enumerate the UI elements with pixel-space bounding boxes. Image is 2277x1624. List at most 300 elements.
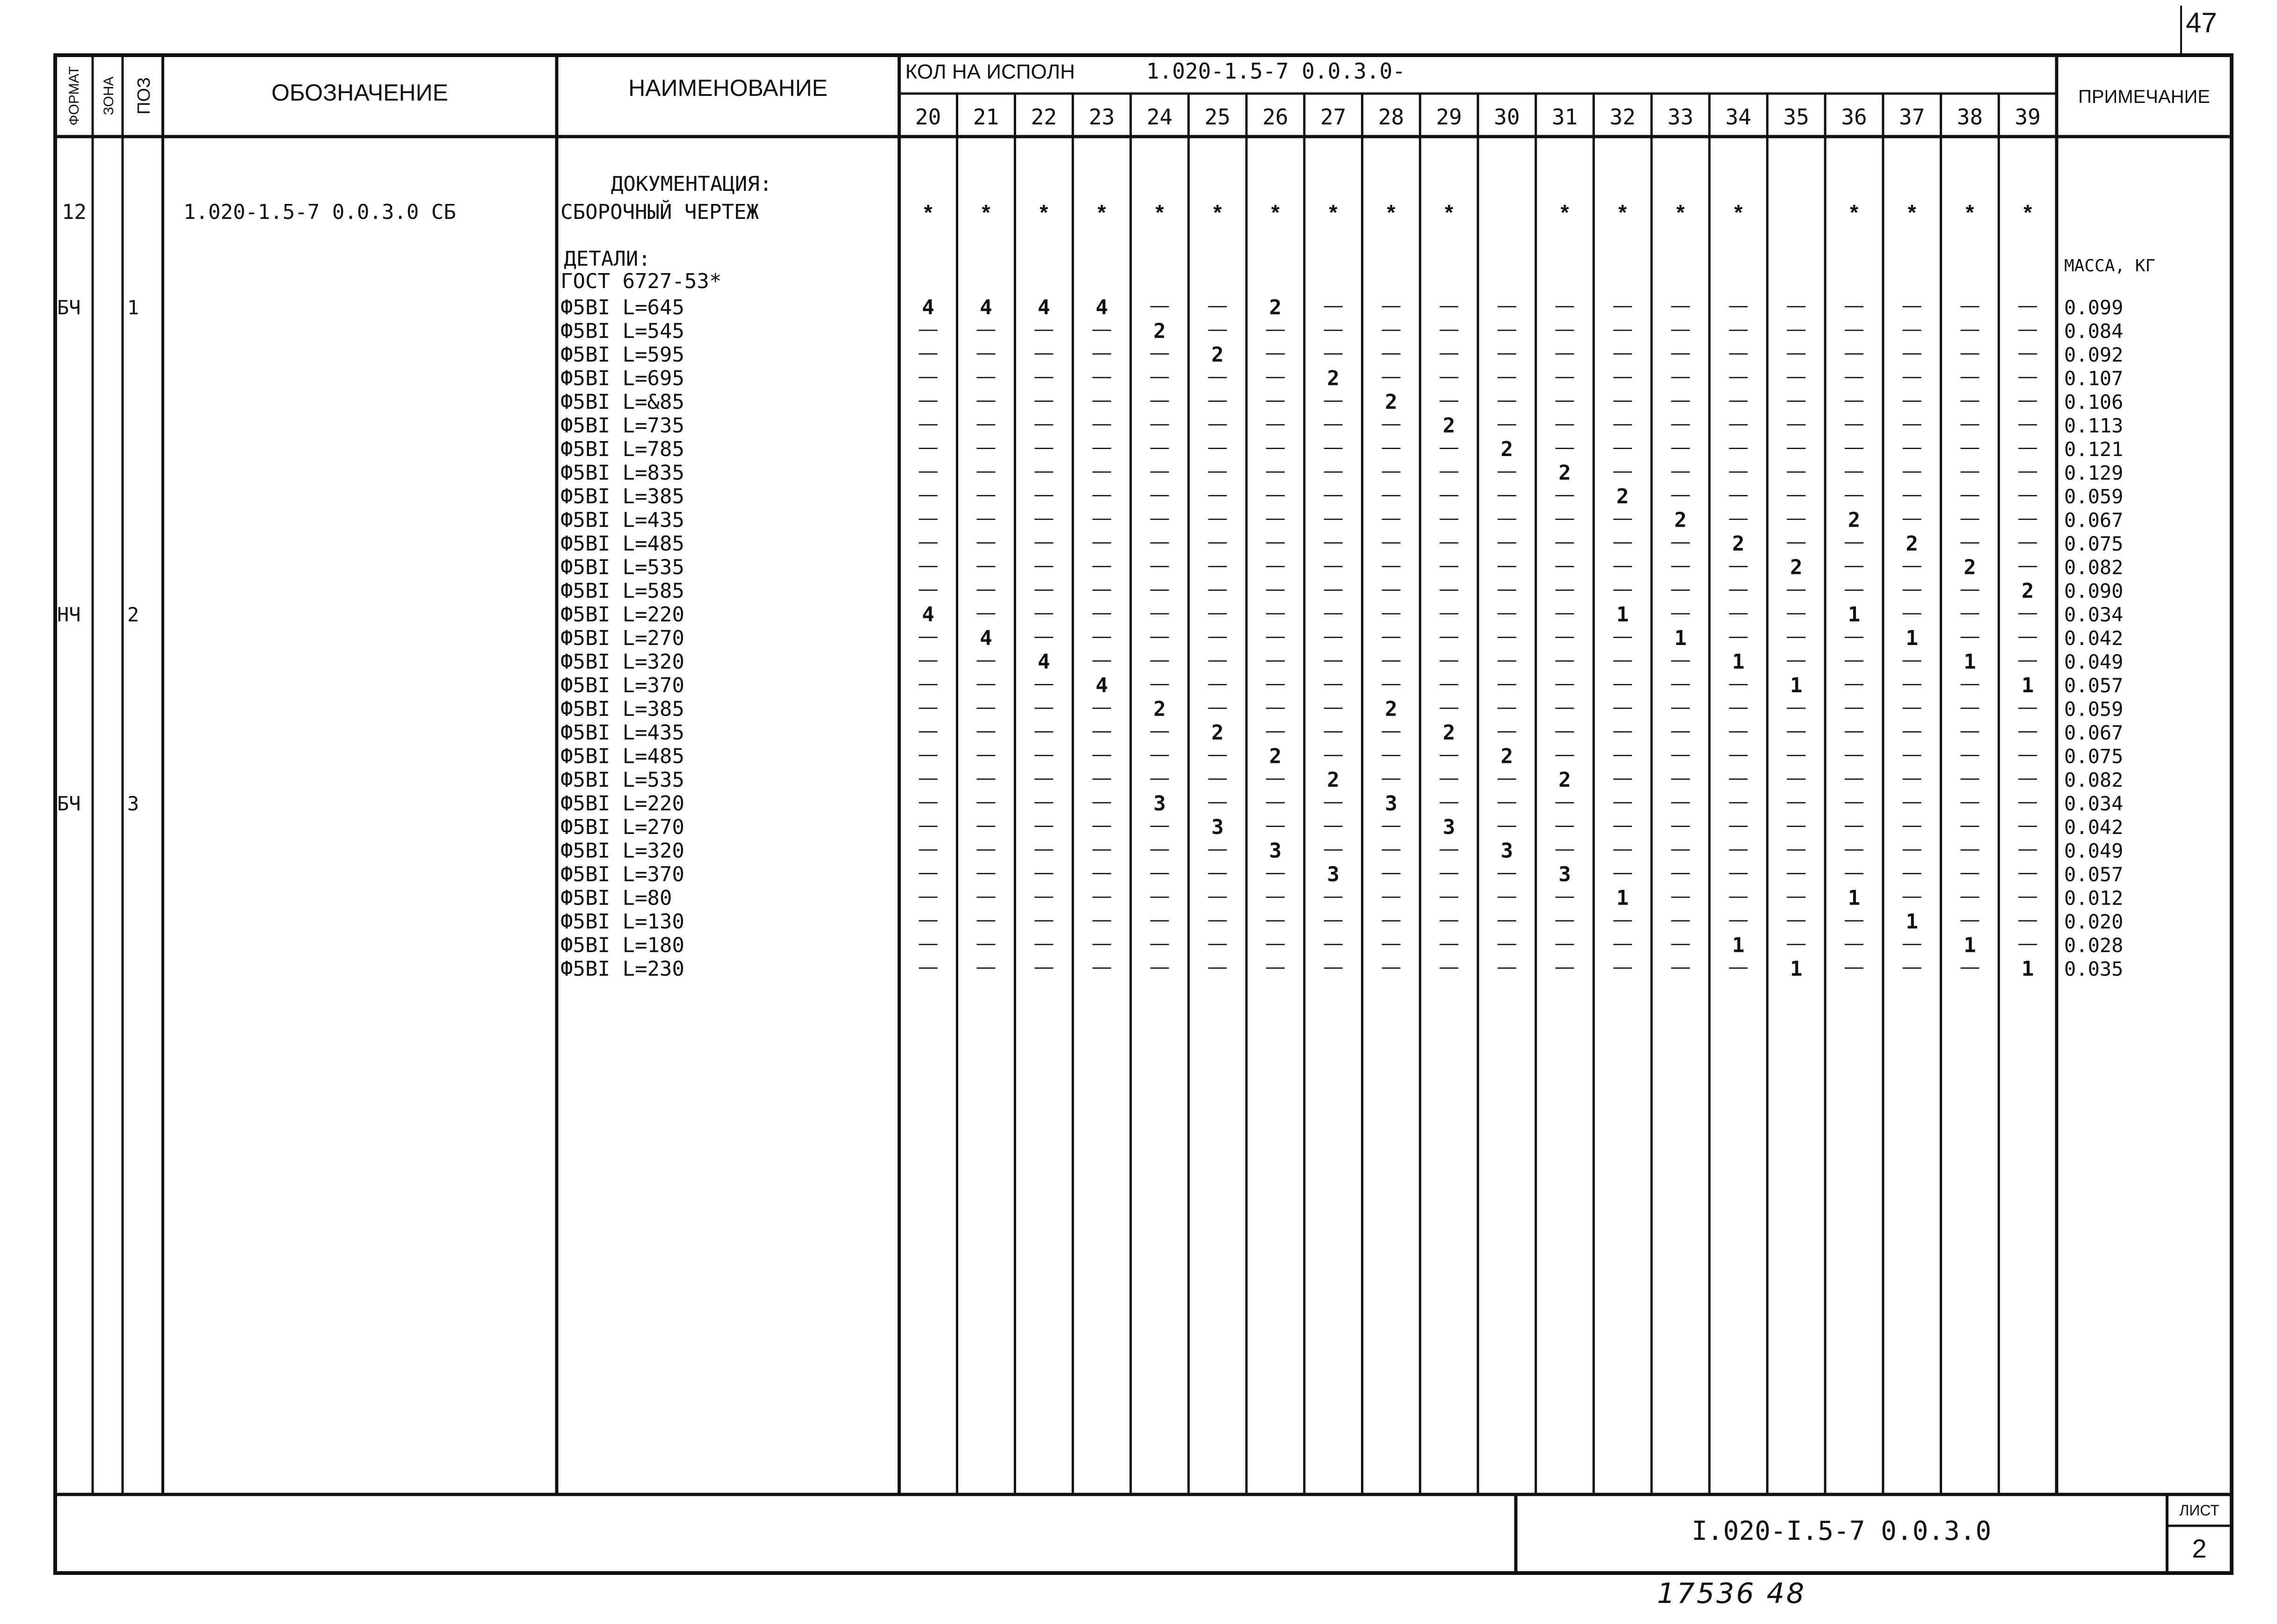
item-qty-dash: —	[1671, 295, 1690, 316]
header-format: ФОРМАТ	[66, 66, 82, 126]
item-format: БЧ	[57, 296, 81, 319]
item-qty-dash: —	[1845, 626, 1864, 646]
doc-mark: *	[924, 200, 932, 225]
item-qty-dash: —	[1671, 862, 1690, 883]
item-qty-dash: —	[1960, 460, 1979, 481]
doc-mark: *	[1097, 200, 1106, 225]
item-qty-dash: —	[1324, 673, 1343, 694]
item-qty-dash: —	[1382, 555, 1401, 576]
item-qty-dash: —	[1440, 531, 1459, 552]
item-qty-dash: —	[1555, 602, 1574, 623]
item-qty-dash: —	[1671, 531, 1690, 552]
item-qty: 4	[1038, 296, 1050, 319]
item-qty-dash: —	[1787, 531, 1806, 552]
item-qty: 2	[1442, 413, 1455, 438]
item-qty-dash: —	[1671, 673, 1690, 694]
item-qty: 2	[2021, 579, 2034, 603]
item-qty-dash: —	[1150, 437, 1169, 457]
item-qty-dash: —	[1208, 484, 1227, 505]
item-mass: 0.020	[2064, 910, 2124, 933]
item-mass: 0.090	[2064, 580, 2124, 602]
item-qty-dash: —	[1960, 744, 1979, 765]
doc-mark: *	[1676, 200, 1685, 225]
item-qty-dash: —	[1382, 295, 1401, 316]
item-qty-dash: —	[1960, 319, 1979, 340]
item-qty-dash: —	[1497, 768, 1516, 788]
item-qty-dash: —	[1787, 579, 1806, 599]
item-qty-dash: —	[1382, 768, 1401, 788]
item-qty-dash: —	[1671, 319, 1690, 340]
item-qty-dash: —	[1671, 696, 1690, 718]
item-qty-dash: —	[1555, 673, 1574, 694]
doc-mark: *	[1271, 200, 1280, 225]
item-qty: 4	[922, 296, 935, 319]
item-mass: 0.012	[2064, 886, 2124, 910]
item-qty-dash: —	[1266, 696, 1285, 718]
item-qty-dash: —	[1208, 957, 1227, 977]
variant-column-lines	[957, 94, 1999, 1494]
item-qty: 2	[1500, 744, 1513, 768]
item-qty-dash: —	[1440, 295, 1459, 316]
page-number-tick	[2180, 6, 2182, 57]
item-qty-dash: —	[1671, 460, 1690, 481]
item-qty-dash: —	[1382, 838, 1401, 859]
item-qty-dash: —	[1613, 579, 1632, 599]
item-qty-dash: —	[918, 862, 938, 883]
item-qty-dash: —	[976, 484, 996, 505]
item-qty-dash: —	[1440, 862, 1459, 883]
item-mass: 0.049	[2064, 650, 2124, 674]
doc-mark: *	[1734, 200, 1743, 225]
item-qty-dash: —	[1902, 413, 1921, 434]
item-qty: 2	[1442, 721, 1455, 745]
item-qty-dash: —	[1324, 696, 1343, 718]
variant-header-30: 30	[1494, 104, 1520, 130]
item-qty-dash: —	[1729, 460, 1748, 481]
item-qty-dash: —	[1497, 957, 1516, 977]
item-name: Ф5ВI L=485	[560, 532, 684, 556]
item-qty-dash: —	[1208, 555, 1227, 576]
item-qty-dash: —	[1787, 720, 1806, 741]
doc-mark: *	[1618, 200, 1627, 225]
item-qty-dash: —	[1208, 838, 1227, 859]
item-qty-dash: —	[1729, 696, 1748, 718]
item-qty-dash: —	[1902, 295, 1921, 316]
item-qty-dash: —	[1382, 531, 1401, 552]
item-qty-dash: —	[1266, 602, 1285, 623]
item-qty-dash: —	[1555, 413, 1574, 434]
item-qty-dash: —	[1092, 484, 1111, 505]
item-qty-dash: —	[1497, 531, 1516, 552]
doc-mark: *	[1387, 200, 1396, 225]
item-qty: 1	[1616, 886, 1629, 910]
item-qty-dash: —	[1787, 909, 1806, 930]
variant-header-28: 28	[1378, 104, 1404, 130]
item-qty-dash: —	[1150, 413, 1169, 434]
item-qty-dash: —	[1440, 484, 1459, 505]
item-qty: 2	[1153, 697, 1166, 721]
item-qty-dash: —	[1729, 342, 1748, 363]
details-title: ДЕТАЛИ:	[564, 247, 651, 271]
variant-header-22: 22	[1031, 104, 1057, 130]
item-name: Ф5ВI L=130	[560, 910, 684, 934]
item-qty-dash: —	[1034, 838, 1054, 859]
item-mass: 0.057	[2064, 674, 2124, 697]
item-qty-dash: —	[1787, 791, 1806, 812]
item-qty-dash: —	[1555, 909, 1574, 930]
item-qty-dash: —	[1729, 484, 1748, 505]
item-qty-dash: —	[1034, 437, 1054, 457]
item-qty-dash: —	[1092, 720, 1111, 741]
item-qty-dash: —	[1729, 744, 1748, 765]
variant-header-24: 24	[1146, 104, 1173, 130]
item-qty-dash: —	[1382, 720, 1401, 741]
item-qty-dash: —	[976, 342, 996, 363]
item-qty: 1	[1732, 650, 1745, 674]
title-designation: I.020-I.5-7 0.0.3.0	[1691, 1516, 1992, 1546]
item-qty-dash: —	[1324, 838, 1343, 859]
item-qty-dash: —	[918, 484, 938, 505]
item-qty-dash: —	[1092, 815, 1111, 835]
item-qty-dash: —	[1150, 768, 1169, 788]
item-name: Ф5ВI L=535	[560, 768, 684, 792]
item-qty-dash: —	[1034, 862, 1054, 883]
item-qty-dash: —	[1555, 319, 1574, 340]
item-qty-dash: —	[1613, 673, 1632, 694]
item-qty-dash: —	[1034, 744, 1054, 765]
item-qty: 1	[1790, 957, 1803, 981]
item-qty-dash: —	[2018, 507, 2037, 529]
header-qty-label: КОЛ НА ИСПОЛН	[905, 60, 1075, 83]
item-qty-dash: —	[1034, 319, 1054, 340]
item-qty-dash: —	[1845, 319, 1864, 340]
item-qty-dash: —	[1960, 507, 1979, 529]
item-qty-dash: —	[1960, 295, 1979, 316]
item-qty-dash: —	[1613, 437, 1632, 457]
item-qty-dash: —	[1671, 933, 1690, 954]
item-qty-dash: —	[1324, 460, 1343, 481]
item-qty-dash: —	[1382, 437, 1401, 457]
item-qty-dash: —	[1902, 602, 1921, 623]
item-qty-dash: —	[1845, 815, 1864, 835]
item-qty-dash: —	[1613, 413, 1632, 434]
item-qty-dash: —	[918, 838, 938, 859]
item-qty-dash: —	[1440, 460, 1459, 481]
item-qty-dash: —	[1845, 555, 1864, 576]
item-qty-dash: —	[1034, 579, 1054, 599]
item-qty-dash: —	[976, 862, 996, 883]
item-qty-dash: —	[1555, 933, 1574, 954]
item-qty-dash: —	[1671, 555, 1690, 576]
item-qty-dash: —	[1382, 933, 1401, 954]
item-mass: 0.075	[2064, 745, 2124, 768]
item-qty-dash: —	[1150, 390, 1169, 410]
item-qty-dash: —	[1613, 531, 1632, 552]
item-qty-dash: —	[1960, 579, 1979, 599]
item-qty-dash: —	[1902, 720, 1921, 741]
item-qty-dash: —	[1845, 791, 1864, 812]
item-qty-dash: —	[918, 815, 938, 835]
item-qty-dash: —	[1150, 626, 1169, 646]
item-qty-dash: —	[976, 413, 996, 434]
item-qty-dash: —	[1902, 815, 1921, 835]
item-qty: 2	[1269, 296, 1282, 319]
item-qty-dash: —	[1497, 885, 1516, 906]
item-qty-dash: —	[918, 579, 938, 599]
item-qty-dash: —	[1729, 815, 1748, 835]
variant-header-33: 33	[1667, 104, 1694, 130]
doc-mark: *	[1155, 200, 1164, 225]
item-qty-dash: —	[1729, 957, 1748, 977]
item-qty-dash: —	[1266, 768, 1285, 788]
item-qty: 1	[1732, 933, 1745, 957]
item-qty-dash: —	[1729, 909, 1748, 930]
item-qty: 1	[2021, 957, 2034, 981]
item-qty-dash: —	[1729, 295, 1748, 316]
item-mass: 0.057	[2064, 863, 2124, 886]
item-qty: 1	[1790, 674, 1803, 697]
item-qty-dash: —	[918, 507, 938, 529]
item-qty-dash: —	[1034, 673, 1054, 694]
variant-header-32: 32	[1609, 104, 1636, 130]
item-qty-dash: —	[1208, 862, 1227, 883]
item-qty-dash: —	[1324, 484, 1343, 505]
item-qty: 1	[1906, 910, 1918, 934]
item-qty: 1	[1848, 602, 1861, 627]
item-qty-dash: —	[1034, 696, 1054, 718]
item-qty-dash: —	[1729, 579, 1748, 599]
item-qty-dash: —	[1266, 390, 1285, 410]
item-qty-dash: —	[918, 768, 938, 788]
item-qty-dash: —	[1208, 319, 1227, 340]
variant-header-20: 20	[915, 104, 941, 130]
item-qty-dash: —	[1845, 460, 1864, 481]
item-qty-dash: —	[1960, 484, 1979, 505]
item-qty-dash: —	[1960, 437, 1979, 457]
item-qty-dash: —	[1266, 791, 1285, 812]
item-qty: 1	[1674, 626, 1687, 650]
item-qty-dash: —	[1440, 933, 1459, 954]
item-qty-dash: —	[918, 720, 938, 741]
item-qty-dash: —	[1324, 437, 1343, 457]
item-qty-dash: —	[1324, 649, 1343, 670]
item-qty-dash: —	[2018, 720, 2037, 741]
item-qty: 3	[1153, 791, 1166, 816]
item-qty-dash: —	[1092, 696, 1111, 718]
header-qty-doc: 1.020-1.5-7 0.0.3.0-	[1146, 58, 1405, 84]
item-qty-dash: —	[1787, 484, 1806, 505]
item-qty-dash: —	[1960, 720, 1979, 741]
item-qty-dash: —	[1208, 885, 1227, 906]
item-mass: 0.035	[2064, 957, 2124, 980]
item-qty-dash: —	[1497, 909, 1516, 930]
item-qty-dash: —	[1497, 342, 1516, 363]
item-qty-dash: —	[1613, 342, 1632, 363]
item-qty-dash: —	[1324, 744, 1343, 765]
item-qty-dash: —	[1555, 579, 1574, 599]
item-qty-dash: —	[976, 838, 996, 859]
item-qty: 2	[1269, 744, 1282, 768]
title-block	[1692, 1502, 2219, 1563]
item-qty-dash: —	[1034, 602, 1054, 623]
item-qty-dash: —	[1555, 342, 1574, 363]
item-name: Ф5ВI L=&85	[560, 390, 684, 414]
item-qty-dash: —	[1555, 507, 1574, 529]
item-qty: 2	[1848, 508, 1861, 532]
variant-header-36: 36	[1841, 104, 1867, 130]
item-qty: 4	[1095, 674, 1108, 697]
item-qty-dash: —	[1729, 673, 1748, 694]
item-qty-dash: —	[1440, 342, 1459, 363]
item-qty-dash: —	[1266, 885, 1285, 906]
item-qty-dash: —	[918, 791, 938, 812]
item-qty-dash: —	[1845, 673, 1864, 694]
item-qty-dash: —	[1497, 319, 1516, 340]
item-qty-dash: —	[1208, 390, 1227, 410]
item-qty-dash: —	[1440, 838, 1459, 859]
item-qty-dash: —	[1787, 649, 1806, 670]
item-qty-dash: —	[1555, 437, 1574, 457]
item-mass: 0.107	[2064, 367, 2124, 390]
item-qty-dash: —	[1092, 957, 1111, 977]
item-qty-dash: —	[1440, 507, 1459, 529]
item-qty: 4	[1038, 650, 1050, 674]
item-qty: 1	[1964, 933, 1976, 957]
item-qty-dash: —	[1092, 885, 1111, 906]
item-qty-dash: —	[1266, 957, 1285, 977]
item-qty-dash: —	[918, 366, 938, 387]
item-qty-dash: —	[1787, 815, 1806, 835]
item-qty-dash: —	[976, 649, 996, 670]
item-name: Ф5ВI L=320	[560, 650, 684, 674]
item-qty-dash: —	[1092, 319, 1111, 340]
item-name: Ф5ВI L=835	[560, 461, 684, 485]
doc-section-title: ДОКУМЕНТАЦИЯ:	[611, 172, 772, 196]
item-qty-dash: —	[1497, 579, 1516, 599]
item-qty-dash: —	[1902, 555, 1921, 576]
item-qty-dash: —	[1729, 555, 1748, 576]
item-qty-dash: —	[1324, 531, 1343, 552]
item-qty-dash: —	[976, 885, 996, 906]
item-qty-dash: —	[1208, 579, 1227, 599]
item-qty-dash: —	[1497, 295, 1516, 316]
item-qty-dash: —	[1266, 909, 1285, 930]
item-qty-dash: —	[1208, 673, 1227, 694]
item-qty-dash: —	[2018, 460, 2037, 481]
item-qty-dash: —	[1960, 366, 1979, 387]
item-qty-dash: —	[1729, 602, 1748, 623]
item-qty-dash: —	[1150, 602, 1169, 623]
item-qty-dash: —	[1845, 484, 1864, 505]
item-qty-dash: —	[1208, 649, 1227, 670]
item-qty-dash: —	[1382, 579, 1401, 599]
item-qty-dash: —	[1555, 484, 1574, 505]
item-qty-dash: —	[1324, 507, 1343, 529]
item-qty-dash: —	[1382, 957, 1401, 977]
item-qty-dash: —	[1960, 531, 1979, 552]
item-qty-dash: —	[976, 696, 996, 718]
item-qty-dash: —	[1092, 342, 1111, 363]
item-qty-dash: —	[1960, 815, 1979, 835]
item-qty-dash: —	[1555, 696, 1574, 718]
item-qty-dash: —	[1092, 555, 1111, 576]
item-qty-dash: —	[1092, 366, 1111, 387]
variant-header-29: 29	[1436, 104, 1462, 130]
item-qty-dash: —	[1150, 649, 1169, 670]
item-qty-dash: —	[1729, 413, 1748, 434]
item-qty-dash: —	[1092, 437, 1111, 457]
item-qty-dash: —	[976, 673, 996, 694]
item-qty-dash: —	[1092, 390, 1111, 410]
item-qty-dash: —	[1034, 342, 1054, 363]
item-qty-dash: —	[1960, 885, 1979, 906]
item-qty-dash: —	[1150, 673, 1169, 694]
item-qty-dash: —	[1613, 791, 1632, 812]
item-qty-dash: —	[1497, 413, 1516, 434]
item-qty-dash: —	[1671, 957, 1690, 977]
item-qty-dash: —	[976, 531, 996, 552]
item-name: Ф5ВI L=385	[560, 485, 684, 508]
item-qty-dash: —	[1034, 484, 1054, 505]
item-qty-dash: —	[918, 626, 938, 646]
item-pos: 1	[127, 296, 139, 319]
item-qty-dash: —	[1208, 460, 1227, 481]
item-mass: 0.059	[2064, 485, 2124, 508]
item-qty-dash: —	[1150, 531, 1169, 552]
item-qty-dash: —	[1324, 579, 1343, 599]
item-qty-dash: —	[1845, 838, 1864, 859]
item-qty-dash: —	[1208, 791, 1227, 812]
item-qty-dash: —	[918, 696, 938, 718]
item-qty-dash: —	[1092, 838, 1111, 859]
item-qty-dash: —	[1440, 555, 1459, 576]
item-qty-dash: —	[1034, 768, 1054, 788]
item-name: Ф5ВI L=370	[560, 863, 684, 886]
item-qty-dash: —	[1613, 319, 1632, 340]
item-qty-dash: —	[1266, 673, 1285, 694]
item-qty-dash: —	[1555, 366, 1574, 387]
item-qty: 1	[1906, 626, 1918, 650]
item-qty-dash: —	[1960, 696, 1979, 718]
item-qty-dash: —	[976, 579, 996, 599]
item-qty-dash: —	[2018, 531, 2037, 552]
item-qty-dash: —	[1324, 602, 1343, 623]
item-qty-dash: —	[1034, 933, 1054, 954]
item-name: Ф5ВI L=385	[560, 697, 684, 721]
item-qty-dash: —	[2018, 555, 2037, 576]
item-qty: 2	[1964, 555, 1976, 580]
item-qty-dash: —	[1555, 555, 1574, 576]
item-qty: 3	[1269, 839, 1282, 863]
item-qty-dash: —	[1902, 862, 1921, 883]
item-qty-dash: —	[1382, 744, 1401, 765]
item-qty-dash: —	[1671, 342, 1690, 363]
item-qty-dash: —	[1845, 720, 1864, 741]
item-qty-dash: —	[1902, 390, 1921, 410]
item-qty-dash: —	[1497, 366, 1516, 387]
item-qty: 3	[1500, 839, 1513, 863]
item-qty-dash: —	[976, 507, 996, 529]
item-qty-dash: —	[1324, 720, 1343, 741]
item-qty: 3	[1442, 815, 1455, 839]
item-qty-dash: —	[1208, 933, 1227, 954]
item-qty-dash: —	[1150, 885, 1169, 906]
item-qty-dash: —	[1845, 909, 1864, 930]
item-qty-dash: —	[1497, 507, 1516, 529]
item-qty-dash: —	[1440, 744, 1459, 765]
item-qty-dash: —	[1613, 838, 1632, 859]
item-qty-dash: —	[1324, 555, 1343, 576]
